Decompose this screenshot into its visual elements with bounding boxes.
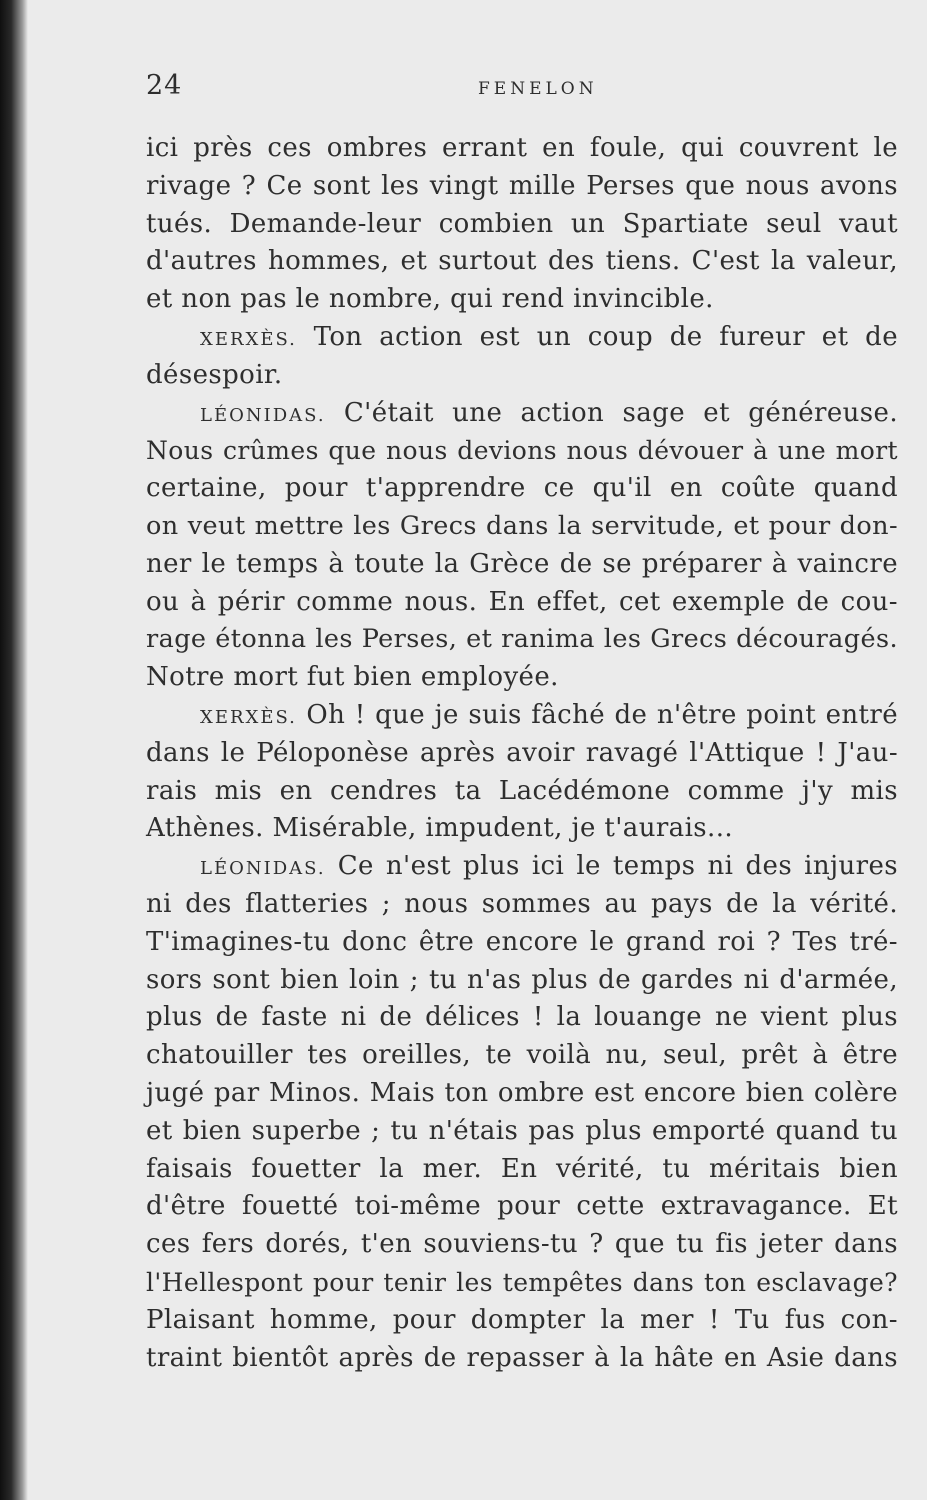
dialogue-line (146, 319, 898, 357)
dialogue-line (146, 697, 898, 735)
text-line: jugé par Minos. Mais ton ombre est encore bien colère (146, 1077, 898, 1108)
text-line: ni des flatteries ; nous sommes au pays de la vérité. (146, 888, 898, 919)
text-line: rivage ? Ce sont les vingt mille Perses que nous avons (146, 170, 898, 201)
text-line: dans le Péloponèse après avoir ravagé l'Attique ! J'au- (146, 737, 898, 768)
text-line: rage étonna les Perses, et ranima les Grecs découragés. (146, 624, 898, 655)
dialogue-text: C'était une action sage et généreuse. (343, 397, 898, 428)
book-spine-shadow (0, 0, 28, 1500)
dialogue-text: Ton action est un coup de fureur et de (313, 321, 898, 352)
speaker-name: XERXÈS. (200, 706, 297, 728)
dialogue-text: Ce n'est plus ici le temps ni des injures (337, 851, 899, 882)
text-line: l'Hellespont pour tenir les tempêtes dans ton esclavage? (146, 1267, 898, 1297)
text-line: d'autres hommes, et surtout des tiens. C'est la valeur, (146, 246, 898, 277)
text-line: ici près ces ombres errant en foule, qui couvrent le (146, 133, 898, 163)
text-line: et bien superbe ; tu n'étais pas plus emporté quand tu (146, 1115, 898, 1146)
text-line: Notre mort fut bien employée. (146, 662, 559, 693)
dialogue-text: Oh ! que je suis fâché de n'être point entré (306, 699, 898, 730)
text-line: T'imagines-tu donc être encore le grand roi ? Tes tré- (146, 926, 898, 957)
text-line: faisais fouetter la mer. En vérité, tu méritais bien (146, 1153, 898, 1184)
speaker-name: LÉONIDAS. (200, 404, 326, 426)
running-head: FENELON (478, 79, 598, 99)
text-line: désespoir. (146, 359, 283, 390)
text-line: ou à périr comme nous. En effet, cet exemple de cou- (146, 586, 898, 617)
text-line: sors sont bien loin ; tu n'as plus de gardes ni d'armée, (146, 964, 898, 995)
text-line: rais mis en cendres ta Lacédémone comme j'y mis (146, 775, 898, 806)
text-line: d'être fouetté toi-même pour cette extravagance. Et (146, 1191, 898, 1222)
text-line: ces fers dorés, t'en souviens-tu ? que tu fis jeter dans (146, 1229, 898, 1260)
text-line: tués. Demande-leur combien un Spartiate seul vaut (146, 208, 898, 239)
text-line: Athènes. Misérable, impudent, je t'aurais... (146, 813, 734, 844)
text-line: certaine, pour t'apprendre ce qu'il en coûte quand (146, 473, 898, 504)
text-line: traint bientôt après de repasser à la hâte en Asie dans (146, 1342, 898, 1373)
speaker-name: XERXÈS. (200, 328, 297, 350)
speaker-name: LÉONIDAS. (200, 858, 326, 880)
text-line: on veut mettre les Grecs dans la servitude, et pour don- (146, 510, 898, 541)
text-line: Nous crûmes que nous devions nous dévouer à une mort (146, 436, 898, 466)
text-line: et non pas le nombre, qui rend invincible. (146, 284, 714, 315)
text-line: plus de faste ni de délices ! la louange ne vient plus (146, 1002, 898, 1033)
page-number: 24 (146, 70, 183, 101)
text-line: Plaisant homme, pour dompter la mer ! Tu fus con- (146, 1304, 898, 1335)
body-text (146, 130, 898, 1377)
text-line: chatouiller tes oreilles, te voilà nu, seul, prêt à être (146, 1040, 898, 1071)
dialogue-line (146, 848, 898, 886)
text-line: ner le temps à toute la Grèce de se préparer à vaincre (146, 548, 898, 579)
dialogue-line (146, 395, 898, 433)
